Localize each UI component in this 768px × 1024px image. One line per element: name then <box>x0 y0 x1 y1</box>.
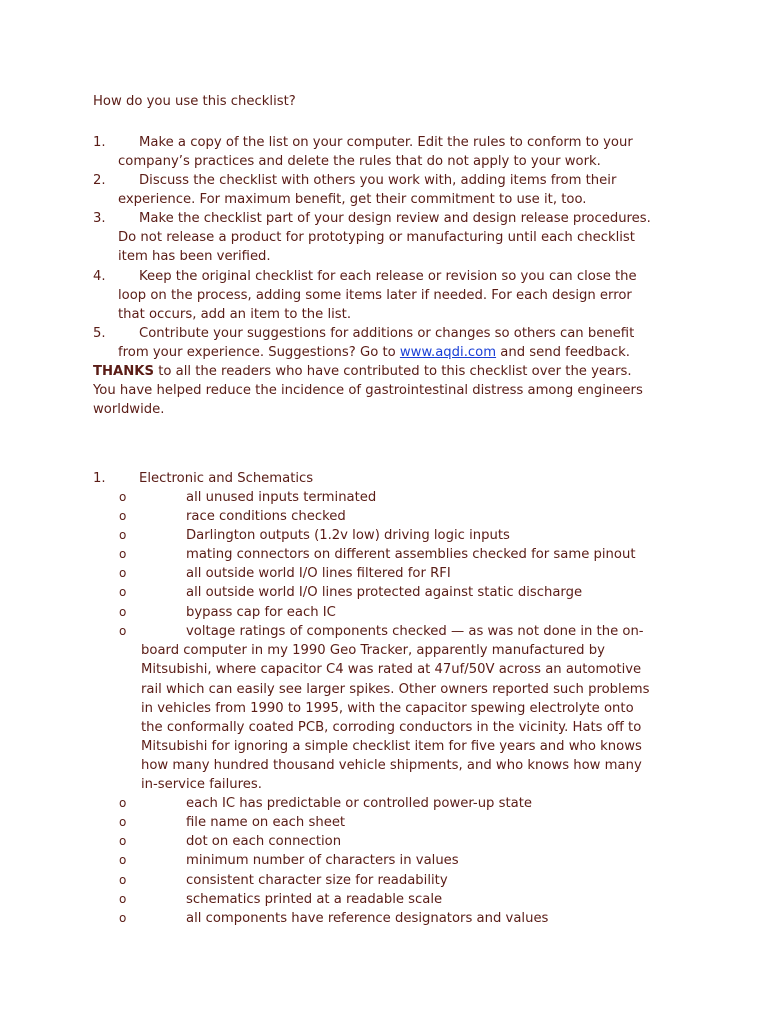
bullet-icon: o <box>119 796 127 810</box>
step-text-line: Discuss the checklist with others you work with, adding items from their <box>139 173 617 188</box>
thanks-line: worldwide. <box>93 402 165 417</box>
list-item: schematics printed at a readable scale <box>186 892 443 907</box>
step-text-line: company’s practices and delete the rules that do not apply to your work. <box>118 154 601 169</box>
list-item-continuation: in vehicles from 1990 to 1995, with the capacitor spewing electrolyte onto <box>141 701 634 716</box>
list-item: race conditions checked <box>186 509 346 524</box>
step-text-line: experience. For maximum benefit, get their commitment to use it, too. <box>118 192 587 207</box>
step-text-prefix: from your experience. Suggestions? Go to <box>118 345 400 360</box>
list-item-continuation: the conformally coated PCB, corroding conductors in the vicinity. Hats off to <box>141 720 642 735</box>
section-number: 1. <box>93 471 106 486</box>
bullet-icon: o <box>119 605 127 619</box>
bullet-icon: o <box>119 566 127 580</box>
list-item-continuation: in-service failures. <box>141 777 262 792</box>
step-number: 1. <box>93 135 106 150</box>
section-title: Electronic and Schematics <box>139 471 314 486</box>
thanks-text: to all the readers who have contributed to this checklist over the years. <box>154 364 632 379</box>
step-text-line: loop on the process, adding some items later if needed. For each design error <box>118 288 632 303</box>
step-number: 4. <box>93 269 106 284</box>
bullet-icon: o <box>119 911 127 925</box>
thanks-line <box>93 362 632 381</box>
bullet-icon: o <box>119 547 127 561</box>
list-item: all outside world I/O lines filtered for RFI <box>186 566 451 581</box>
bullet-icon: o <box>119 853 127 867</box>
list-item: Darlington outputs (1.2v low) driving logic inputs <box>186 528 510 543</box>
thanks-bold: THANKS <box>93 364 154 379</box>
step-text-line: item has been verified. <box>118 249 271 264</box>
list-item-continuation: how many hundred thousand vehicle shipments, and who knows how many <box>141 758 642 773</box>
bullet-icon: o <box>119 873 127 887</box>
intro-heading: How do you use this checklist? <box>93 94 296 109</box>
list-item-continuation: Mitsubishi for ignoring a simple checklist item for five years and who knows <box>141 739 642 754</box>
step-text-line: Keep the original checklist for each release or revision so you can close the <box>139 269 637 284</box>
bullet-icon: o <box>119 624 127 638</box>
thanks-line: You have helped reduce the incidence of gastrointestinal distress among engineers <box>93 383 643 398</box>
list-item-continuation: Mitsubishi, where capacitor C4 was rated at 47uf/50V across an automotive <box>141 662 642 677</box>
list-item: file name on each sheet <box>186 815 346 830</box>
list-item: consistent character size for readability <box>186 873 448 888</box>
list-item: minimum number of characters in values <box>186 853 459 868</box>
list-item: voltage ratings of components checked — as was not done in the on- <box>186 624 644 639</box>
bullet-icon: o <box>119 585 127 599</box>
aqdi-link[interactable]: www.aqdi.com <box>399 345 497 360</box>
bullet-icon: o <box>119 834 127 848</box>
step-text-line: Do not release a product for prototyping or manufacturing until each checklist <box>118 230 635 245</box>
bullet-icon: o <box>119 815 127 829</box>
step-text-suffix: and send feedback. <box>496 345 630 360</box>
list-item: dot on each connection <box>186 834 342 849</box>
step-text-line: Contribute your suggestions for additions or changes so others can benefit <box>139 326 635 341</box>
step-text-line-with-link <box>118 343 630 362</box>
bullet-icon: o <box>119 528 127 542</box>
list-item: all unused inputs terminated <box>186 490 377 505</box>
step-text-line: Make the checklist part of your design review and design release procedures. <box>139 211 651 226</box>
bullet-icon: o <box>119 490 127 504</box>
step-text-line: Make a copy of the list on your computer. Edit the rules to conform to your <box>139 135 633 150</box>
bullet-icon: o <box>119 892 127 906</box>
list-item: each IC has predictable or controlled power-up state <box>186 796 533 811</box>
step-number: 3. <box>93 211 106 226</box>
list-item: mating connectors on different assemblies checked for same pinout <box>186 547 636 562</box>
list-item-continuation: board computer in my 1990 Geo Tracker, apparently manufactured by <box>141 643 605 658</box>
step-number: 2. <box>93 173 106 188</box>
list-item-continuation: rail which can easily see larger spikes. Other owners reported such problems <box>141 682 650 697</box>
step-text-line: that occurs, add an item to the list. <box>118 307 352 322</box>
list-item: all outside world I/O lines protected against static discharge <box>186 585 583 600</box>
bullet-icon: o <box>119 509 127 523</box>
list-item: all components have reference designators and values <box>186 911 549 926</box>
list-item: bypass cap for each IC <box>186 605 336 620</box>
step-number: 5. <box>93 326 106 341</box>
